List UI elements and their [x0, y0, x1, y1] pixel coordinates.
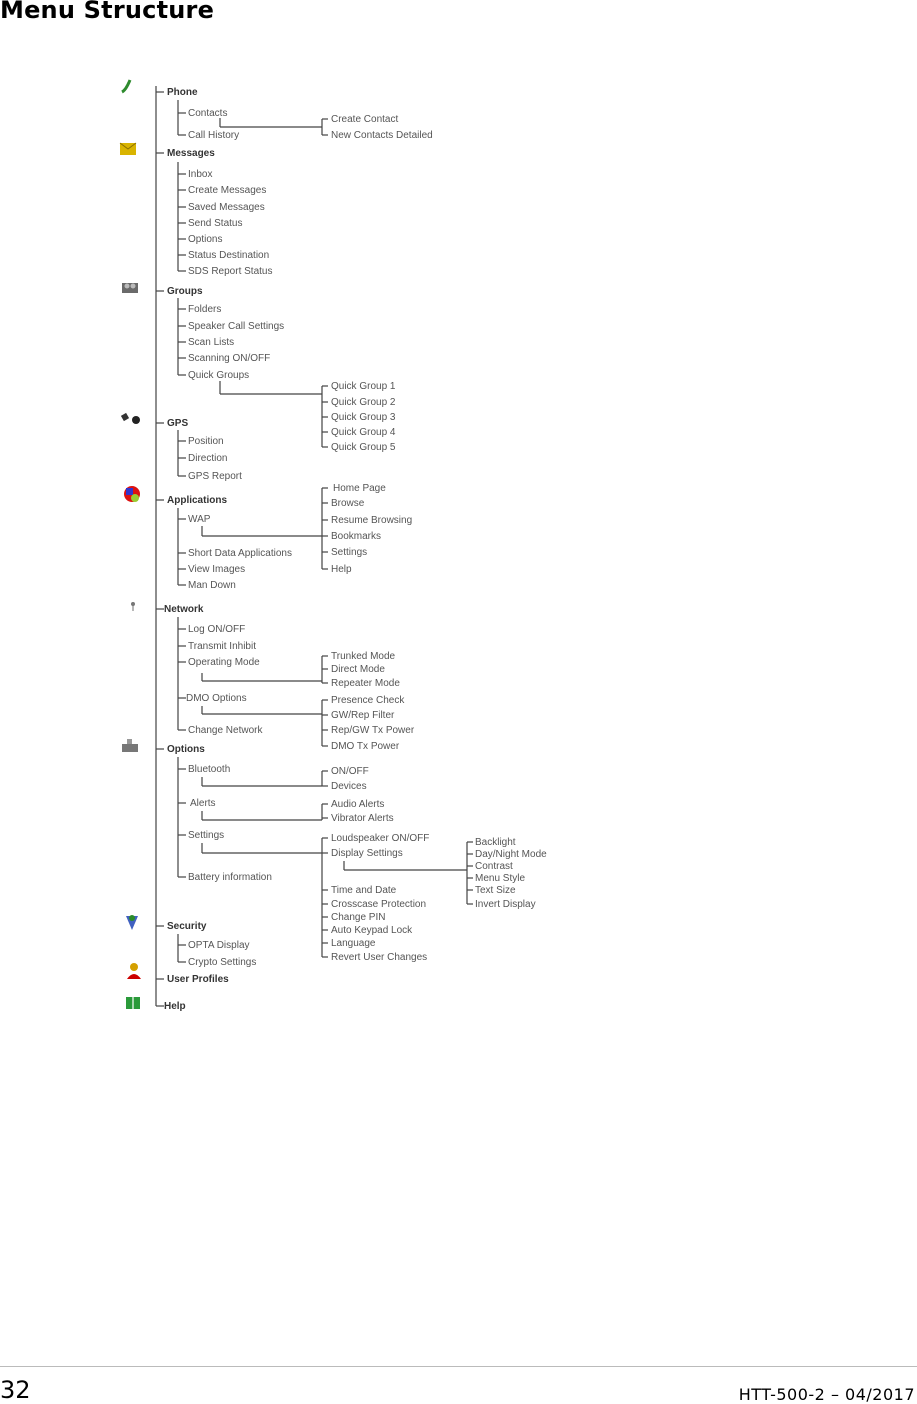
- menu-user-profiles: User Profiles: [167, 974, 229, 985]
- menu-options: Options: [167, 744, 205, 755]
- menu-subitem: Resume Browsing: [331, 515, 413, 526]
- menu-item: Direction: [188, 453, 228, 464]
- menu-item: DMO Options: [186, 693, 247, 704]
- menu-item: View Images: [188, 564, 246, 575]
- shield-icon: [126, 915, 138, 930]
- envelope-icon: [120, 143, 136, 155]
- menu-subitem: Settings: [331, 547, 368, 558]
- menu-item: Send Status: [188, 218, 243, 229]
- menu-item: Scan Lists: [188, 337, 235, 348]
- menu-subitem: Invert Display: [475, 899, 536, 910]
- menu-subitem: Trunked Mode: [331, 651, 396, 662]
- menu-help: Help: [164, 1001, 186, 1012]
- menu-subitem: Loudspeaker ON/OFF: [331, 833, 430, 844]
- menu-subitem: Menu Style: [475, 873, 526, 884]
- menu-phone: Phone: [167, 87, 198, 98]
- menu-subitem: Day/Night Mode: [475, 849, 547, 860]
- menu-subitem: Direct Mode: [331, 664, 385, 675]
- menu-subitem: Change PIN: [331, 912, 386, 923]
- menu-groups: Groups: [167, 286, 203, 297]
- menu-subitem: Devices: [331, 781, 367, 792]
- menu-subitem: Quick Group 5: [331, 442, 396, 453]
- satellite-icon: [121, 413, 140, 424]
- menu-item: Short Data Applications: [188, 548, 292, 559]
- footer-divider: [0, 1366, 917, 1367]
- menu-item: Options: [188, 234, 223, 245]
- menu-item: OPTA Display: [188, 940, 250, 951]
- menu-subitem: DMO Tx Power: [331, 741, 400, 752]
- menu-item: Status Destination: [188, 250, 270, 261]
- menu-item: Contacts: [188, 108, 228, 119]
- page-number: 32: [0, 1376, 31, 1404]
- menu-subitem: Crosscase Protection: [331, 899, 427, 910]
- menu-item: Change Network: [188, 725, 263, 736]
- menu-item: Operating Mode: [188, 657, 260, 668]
- menu-subitem: Quick Group 3: [331, 412, 396, 423]
- menu-item: Bluetooth: [188, 764, 231, 775]
- menu-subitem: Time and Date: [331, 885, 397, 896]
- menu-subitem: Home Page: [333, 483, 386, 494]
- options-icon: [122, 739, 138, 752]
- menu-item: Folders: [188, 304, 222, 315]
- menu-item: Settings: [188, 830, 225, 841]
- menu-item: Man Down: [188, 580, 236, 591]
- menu-subitem: Audio Alerts: [331, 799, 385, 810]
- menu-security: Security: [167, 921, 207, 932]
- menu-subitem: Presence Check: [331, 695, 405, 706]
- menu-item: Speaker Call Settings: [188, 321, 285, 332]
- menu-subitem: Repeater Mode: [331, 678, 400, 689]
- menu-subitem: Quick Group 4: [331, 427, 396, 438]
- menu-item: Alerts: [190, 798, 216, 809]
- menu-subitem: Create Contact: [331, 114, 399, 125]
- menu-subitem: Contrast: [475, 861, 513, 872]
- menu-subitem: Text Size: [475, 885, 516, 896]
- help-book-icon: [126, 997, 140, 1009]
- menu-subitem: Auto Keypad Lock: [331, 925, 413, 936]
- phone-icon: [122, 80, 130, 92]
- menu-applications: Applications: [167, 495, 228, 506]
- menu-subitem: ON/OFF: [331, 766, 369, 777]
- menu-item: Position: [188, 436, 224, 447]
- antenna-icon: [131, 602, 135, 611]
- menu-item: Crypto Settings: [188, 957, 257, 968]
- page-title: Menu Structure: [0, 0, 215, 24]
- menu-subitem: Quick Group 2: [331, 397, 396, 408]
- group-icon: [122, 283, 138, 293]
- menu-item: Battery information: [188, 872, 272, 883]
- menu-subitem: Quick Group 1: [331, 381, 396, 392]
- menu-item: Call History: [188, 130, 240, 141]
- menu-gps: GPS: [167, 418, 189, 429]
- menu-item: Quick Groups: [188, 370, 250, 381]
- menu-item: WAP: [188, 514, 211, 525]
- menu-subitem: Display Settings: [331, 848, 403, 859]
- menu-item: SDS Report Status: [188, 266, 273, 277]
- menu-item: Create Messages: [188, 185, 267, 196]
- menu-messages: Messages: [167, 148, 215, 159]
- menu-subitem: GW/Rep Filter: [331, 710, 395, 721]
- menu-subitem: Rep/GW Tx Power: [331, 725, 415, 736]
- menu-subitem: Browse: [331, 498, 365, 509]
- menu-subitem: Help: [331, 564, 352, 575]
- menu-subitem: Revert User Changes: [331, 952, 428, 963]
- user-icon: [127, 963, 141, 979]
- apps-icon: [124, 486, 140, 502]
- menu-item: GPS Report: [188, 471, 242, 482]
- menu-subitem: Backlight: [475, 837, 516, 848]
- menu-subitem: New Contacts Detailed: [331, 130, 433, 141]
- menu-item: Saved Messages: [188, 202, 265, 213]
- menu-item: Scanning ON/OFF: [188, 353, 271, 364]
- menu-item: Log ON/OFF: [188, 624, 246, 635]
- menu-subitem: Vibrator Alerts: [331, 813, 394, 824]
- menu-item: Transmit Inhibit: [188, 641, 256, 652]
- document-id: HTT-500-2 – 04/2017: [738, 1385, 915, 1404]
- menu-subitem: Bookmarks: [331, 531, 382, 542]
- menu-network: Network: [164, 604, 204, 615]
- menu-subitem: Language: [331, 938, 376, 949]
- menu-item: Inbox: [188, 169, 213, 180]
